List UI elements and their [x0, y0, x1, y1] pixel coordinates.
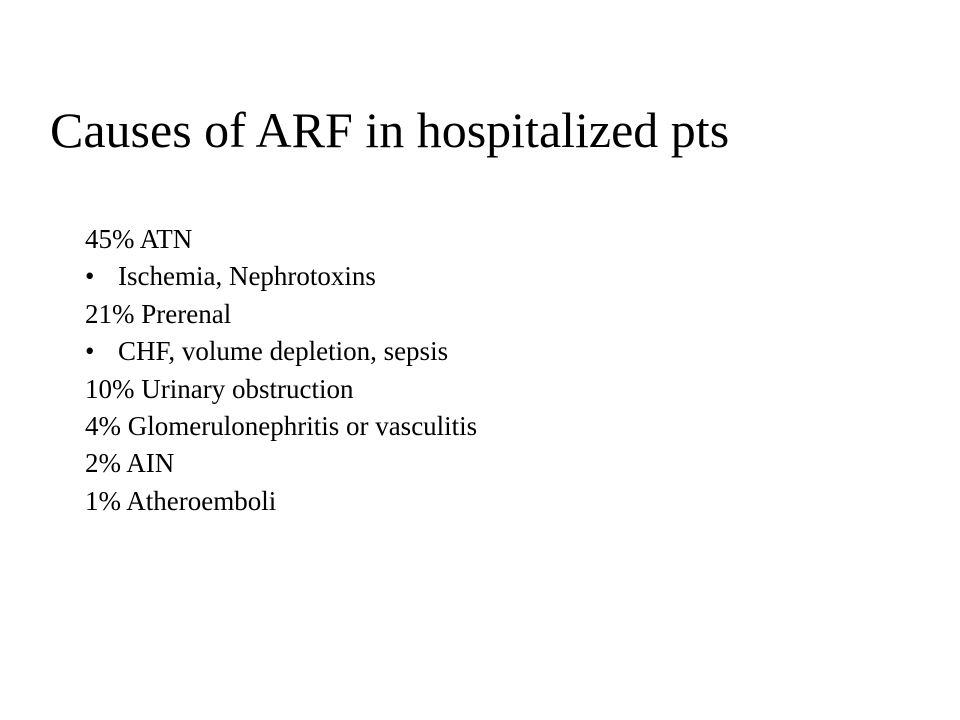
list-item-atn: 45% ATN	[85, 224, 193, 254]
list-item-atheroemboli: 1% Atheroemboli	[85, 485, 277, 516]
list-subitem-atn-causes	[85, 258, 477, 295]
list-item-prerenal: 21% Prerenal	[85, 298, 232, 329]
list-item-ain: 2% AIN	[85, 448, 175, 479]
bullet-icon: •	[85, 336, 95, 367]
list-item-urinary-obstruction: 10% Urinary obstruction	[85, 373, 354, 404]
bullet-icon: •	[85, 261, 95, 292]
list-subitem-text: Ischemia, Nephrotoxins	[118, 261, 376, 292]
list-subitem-text: CHF, volume depletion, sepsis	[118, 336, 449, 367]
list-subitem-prerenal-causes	[85, 333, 477, 370]
slide-content-list	[85, 221, 477, 520]
list-item-glomerulonephritis: 4% Glomerulonephritis or vasculitis	[85, 411, 478, 442]
slide-title: Causes of ARF in hospitalized pts	[50, 102, 730, 158]
